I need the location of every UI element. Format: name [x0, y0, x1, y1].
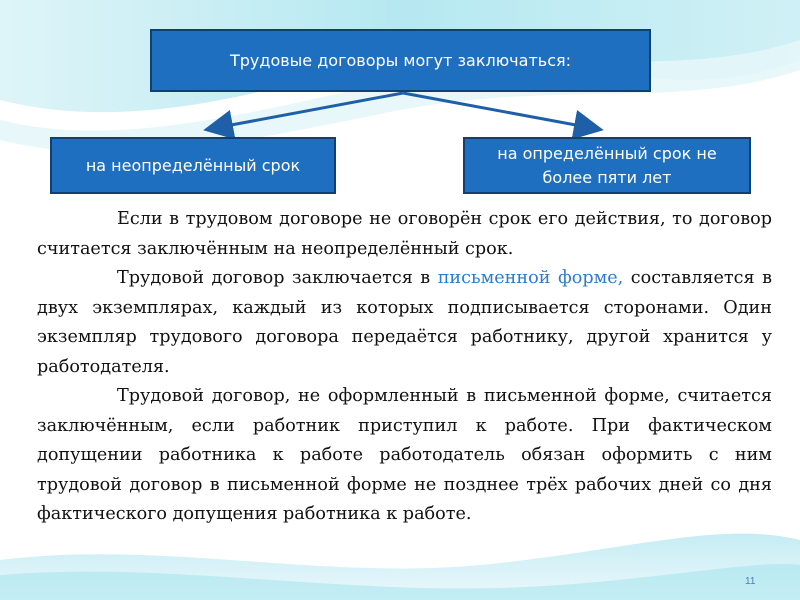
arrow-to-left-box [215, 93, 403, 128]
diagram-root-box [150, 29, 651, 92]
paragraph-2-start: Трудовой договор заключается в [117, 268, 438, 288]
diagram-root-label: Трудовые договоры могут заключаться: [229, 50, 571, 70]
diagram-left-box [50, 137, 336, 194]
diagram-left-label: на неопределённый срок [85, 155, 301, 175]
diagram-right-label: на определённый срок не более пяти лет [497, 143, 717, 187]
diagram-right-box [463, 137, 751, 194]
paragraph-3: Трудовой договор, не оформленный в письменной форме, считается заключённым, если работник приступил к работе. При фактическом допущении работника к работе работодатель обязан оформить с ним трудовой договор в письменной форме не позднее трёх рабочих дней со дня фактического допущения работника к работе. [37, 386, 772, 524]
arrow-to-right-box [403, 93, 592, 128]
page-number: 11 [745, 576, 756, 587]
paragraph-2-end: составляется в двух экземплярах, каждый из которых подписывается сторонами. Один экземпляр трудового договора передаётся работнику, другой хранится у работодателя. [37, 268, 772, 377]
body-text [37, 205, 772, 530]
paragraph-2-highlight: письменной форме, [437, 268, 624, 288]
paragraph-1: Если в трудовом договоре не оговорён срок его действия, то договор считается заключённым на неопределённый срок. [37, 209, 772, 259]
paragraph-2 [37, 264, 772, 382]
